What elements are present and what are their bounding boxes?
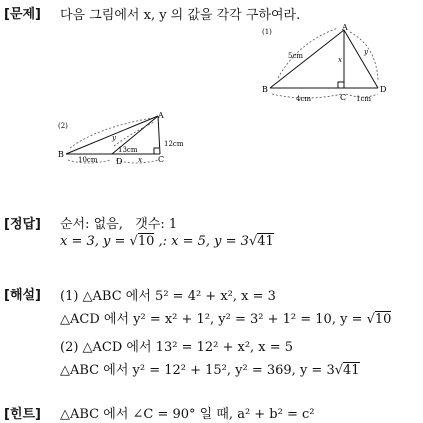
explanation-tag: [해설] [4, 288, 41, 303]
fig1-label-ab: 5cm [288, 52, 304, 60]
fig1-label-ac: x [338, 56, 342, 64]
problem-text: 다음 그림에서 x, y 의 값을 각각 구하여라. [60, 8, 301, 23]
explanation-root-2: 41 [343, 363, 360, 378]
explanation-line-1: (1) △ABC 에서 5² = 4² + x², x = 3 [60, 289, 276, 304]
fig2-vertex-c: C [158, 155, 165, 164]
fig1-label-cd: 1cm [356, 95, 372, 103]
hint-text: △ABC 에서 ∠C = 90° 일 때, a² + b² = c² [60, 407, 315, 422]
answer-count: 갯수: 1 [135, 217, 178, 232]
fig1-label-ad: y [364, 48, 368, 56]
answer-root-2: 41 [257, 234, 274, 249]
fig1-vertex-a: A [342, 23, 348, 32]
fig1-vertex-c: C [340, 93, 347, 102]
fig2-label-ab: y [112, 134, 116, 142]
fig1-label-bc: 4cm [296, 95, 312, 103]
answer-tag: [정답] [4, 217, 41, 232]
explanation-line-4-a: △ABC 에서 y² = 12² + 15², y² = 369, y = 3 [60, 363, 335, 378]
explanation-line-2: △ACD 에서 y² = x² + 1², y² = 3² + 1² = 10, y = √10 [60, 312, 392, 327]
answer-line-2-a: x = 3, y = [60, 234, 130, 249]
fig2-vertex-a: A [158, 112, 164, 120]
fig2-label-bd: 10cm [78, 156, 98, 164]
figure-1 [258, 22, 388, 104]
answer-line-2-b: ,: x = 5, y = 3 [154, 234, 249, 249]
fig2-label-dc: x [138, 156, 142, 164]
fig2-label-ad: 13cm [118, 146, 138, 154]
fig2-vertex-b: B [58, 150, 64, 159]
hint-tag: [힌트] [4, 407, 41, 422]
explanation-root-1: 10 [374, 312, 392, 327]
answer-root-1: 10 [137, 234, 155, 249]
problem-tag: [문제] [4, 7, 41, 22]
explanation-line-2-a: △ACD 에서 y² = x² + 1², y² = 3² + 1² = 10, y = [60, 312, 367, 327]
fig1-number: (1) [262, 28, 272, 36]
fig2-label-ac: 12cm [164, 140, 184, 148]
explanation-line-4: △ABC 에서 y² = 12² + 15², y² = 369, y = 3√41 [60, 363, 360, 378]
answer-order: 순서: 없음, [60, 217, 123, 232]
fig2-number: (2) [58, 122, 68, 130]
explanation-line-3: (2) △ACD 에서 13² = 12² + x², x = 5 [60, 340, 294, 355]
fig2-vertex-d: D [116, 157, 123, 166]
answer-line-1 [60, 213, 177, 232]
fig1-vertex-b: B [262, 85, 268, 94]
fig1-vertex-d: D [380, 85, 387, 94]
figure-2 [56, 112, 196, 194]
answer-line-2: x = 3, y = √10 ,: x = 5, y = 3√41 [60, 234, 274, 249]
